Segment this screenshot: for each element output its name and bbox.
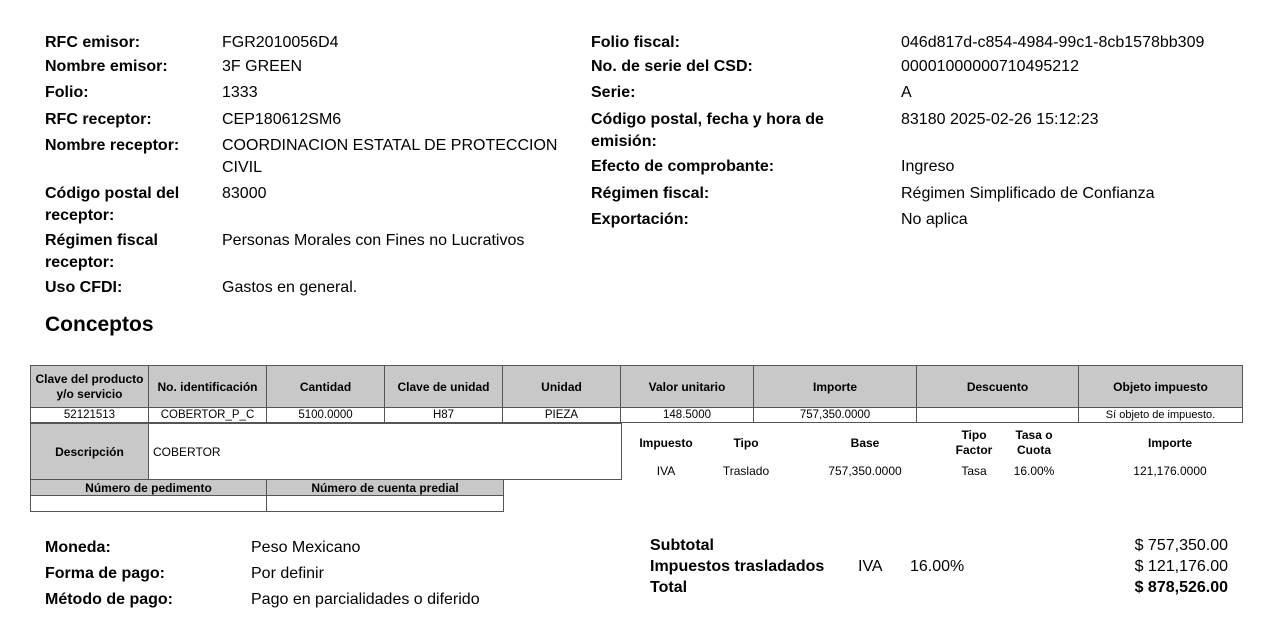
pedimento-table	[30, 479, 504, 512]
header-clave-producto: Clave del producto y/o servicio	[31, 366, 149, 408]
cell-importe: 757,350.0000	[754, 408, 917, 423]
conceptos-header-row	[31, 366, 1243, 408]
pedimento-value	[31, 496, 267, 512]
cell-clave-producto: 52121513	[31, 408, 149, 423]
header-descuento: Descuento	[917, 366, 1079, 408]
cell-cantidad: 5100.0000	[267, 408, 385, 423]
descripcion-table	[30, 423, 622, 480]
regimen-fiscal-label: Régimen fiscal:	[591, 185, 710, 202]
exportacion-value: No aplica	[901, 211, 968, 228]
nombre-receptor-value: COORDINACION ESTATAL DE PROTECCION CIVIL	[222, 137, 558, 176]
uso-cfdi-label: Uso CFDI:	[45, 279, 123, 296]
cell-unidad: PIEZA	[503, 408, 621, 423]
folio-fiscal-value: 046d817d-c854-4984-99c1-8cb1578bb309	[901, 34, 1205, 51]
header-unidad: Unidad	[503, 366, 621, 408]
pedimento-label: Número de pedimento	[31, 480, 267, 496]
uso-cfdi-value: Gastos en general.	[222, 279, 358, 296]
efecto-comprobante-value: Ingreso	[901, 158, 955, 175]
cell-no-identificacion: COBERTOR_P_C	[149, 408, 267, 423]
importe-impuesto-header: Importe	[1147, 436, 1192, 450]
impuestos-trasladados-rate: 16.00%	[910, 558, 965, 575]
metodo-pago-label: Método de pago:	[45, 591, 173, 608]
subtotal-value: $ 757,350.00	[1134, 537, 1228, 554]
forma-pago-value: Por definir	[251, 565, 324, 582]
header-importe: Importe	[754, 366, 917, 408]
conceptos-table	[30, 365, 1243, 423]
fecha-emision-label: Código postal, fecha y hora de emisión:	[591, 111, 824, 150]
tasa-cuota-value: 16.00%	[1013, 464, 1055, 478]
serie-label: Serie:	[591, 84, 636, 101]
tipo-value: Traslado	[722, 464, 770, 478]
folio-value: 1333	[222, 84, 258, 101]
base-header: Base	[850, 436, 880, 450]
base-value: 757,350.0000	[828, 464, 902, 478]
rfc-receptor-label: RFC receptor:	[45, 111, 152, 128]
descripcion-label: Descripción	[31, 424, 149, 480]
exportacion-label: Exportación:	[591, 211, 689, 228]
regimen-fiscal-receptor-label: Régimen fiscal receptor:	[45, 232, 158, 271]
metodo-pago-value: Pago en parcialidades o diferido	[251, 591, 480, 608]
total-value: $ 878,526.00	[1134, 579, 1228, 596]
subtotal-label: Subtotal	[650, 537, 714, 554]
codigo-postal-receptor-label: Código postal del receptor:	[45, 185, 180, 224]
nombre-emisor-label: Nombre emisor:	[45, 58, 168, 75]
importe-impuesto-value: 121,176.0000	[1133, 464, 1207, 478]
header-objeto-impuesto: Objeto impuesto	[1079, 366, 1243, 408]
efecto-comprobante-label: Efecto de comprobante:	[591, 158, 775, 175]
nombre-emisor-value: 3F GREEN	[222, 58, 303, 75]
table-row	[31, 408, 1243, 423]
codigo-postal-receptor-value: 83000	[222, 185, 267, 202]
nombre-receptor-label: Nombre receptor:	[45, 137, 180, 154]
fecha-emision-value: 83180 2025-02-26 15:12:23	[901, 111, 1099, 128]
cell-clave-unidad: H87	[385, 408, 503, 423]
impuestos-trasladados-value: $ 121,176.00	[1134, 558, 1228, 575]
folio-fiscal-label: Folio fiscal:	[591, 34, 680, 51]
impuestos-trasladados-tax: IVA	[858, 558, 883, 575]
cell-valor-unitario: 148.5000	[621, 408, 754, 423]
descripcion-value: COBERTOR	[149, 424, 622, 480]
tipo-header: Tipo	[733, 436, 759, 450]
serie-csd-label: No. de serie del CSD:	[591, 58, 753, 75]
cuenta-predial-value	[267, 496, 504, 512]
cell-objeto-impuesto: Sí objeto de impuesto.	[1079, 408, 1243, 423]
impuesto-value: IVA	[656, 464, 676, 478]
header-cantidad: Cantidad	[267, 366, 385, 408]
regimen-fiscal-value: Régimen Simplificado de Confianza	[901, 185, 1155, 202]
total-label: Total	[650, 579, 688, 596]
rfc-emisor-label: RFC emisor:	[45, 34, 141, 51]
conceptos-title: Conceptos	[45, 313, 154, 336]
serie-value: A	[901, 84, 912, 101]
impuesto-header: Impuesto	[639, 436, 693, 450]
folio-label: Folio:	[45, 84, 89, 101]
rfc-emisor-value: FGR2010056D4	[222, 34, 339, 51]
cell-descuento	[917, 408, 1079, 423]
moneda-label: Moneda:	[45, 539, 111, 556]
serie-csd-value: 00001000000710495212	[901, 58, 1079, 75]
forma-pago-label: Forma de pago:	[45, 565, 166, 582]
tasa-cuota-header: Tasa o Cuota	[1015, 428, 1053, 457]
regimen-fiscal-receptor-value: Personas Morales con Fines no Lucrativos	[222, 232, 525, 249]
rfc-receptor-value: CEP180612SM6	[222, 111, 342, 128]
moneda-value: Peso Mexicano	[251, 539, 361, 556]
tipo-factor-value: Tasa	[961, 464, 987, 478]
cuenta-predial-label: Número de cuenta predial	[267, 480, 504, 496]
impuestos-trasladados-label: Impuestos trasladados	[650, 558, 825, 575]
header-clave-unidad: Clave de unidad	[385, 366, 503, 408]
header-no-identificacion: No. identificación	[149, 366, 267, 408]
header-valor-unitario: Valor unitario	[621, 366, 754, 408]
tipo-factor-header: Tipo Factor	[955, 428, 993, 457]
